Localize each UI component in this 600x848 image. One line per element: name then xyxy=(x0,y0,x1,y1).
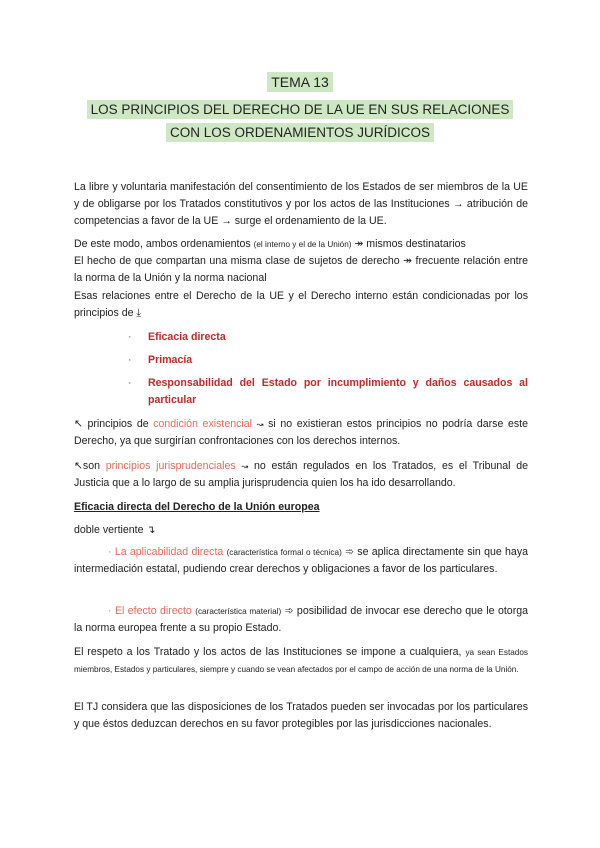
p2-start: De este modo, ambos ordenamientos xyxy=(74,238,251,250)
list-item xyxy=(128,329,528,346)
aplicabilidad-term: La aplicabilidad directa xyxy=(114,546,224,558)
arrow-pointer-icon: ↖ xyxy=(74,418,83,430)
principle-label: Primacía xyxy=(148,354,193,366)
aplicabilidad-note: (característica formal o técnica) xyxy=(226,548,342,557)
intro-paragraph-3: Esas relaciones entre el Derecho de la UE y el Derecho interno están condicionadas por los principios de ⤓ xyxy=(74,290,528,320)
topic-number xyxy=(0,74,600,90)
respeto-text: El respeto a los Tratado y los actos de las Instituciones se impone a cualquiera, xyxy=(74,646,462,658)
aplicabilidad-text: se aplica directamente sin que haya intermediación estatal, pudiendo crear derechos y obligaciones a favor de los particulares. xyxy=(74,546,529,576)
note-2-post: no están regulados en los Tratados, es el Tribunal de Justicia que a lo largo de su amplia jurisprudencia quien los ha ido desarrollando. xyxy=(74,460,528,490)
note-2-term: principios jurisprudenciales xyxy=(105,460,236,472)
note-1-post: si no existieran estos principios no podría darse este Derecho, ya que surgirían confrontaciones con los derechos internos. xyxy=(74,418,528,448)
section-heading: Eficacia directa del Derecho de la Unión europea xyxy=(74,501,320,513)
intro-paragraph-2 xyxy=(74,236,528,288)
note-2-arrow: ↝ xyxy=(241,462,249,471)
arrow-pointer-icon: ↖ xyxy=(74,460,83,472)
principle-label: Responsabilidad del Estado por incumplimiento y daños causados al particular xyxy=(148,377,528,406)
note-1-pre: principios de xyxy=(87,418,149,430)
p2-small-note: (el interno y el de la Unión) xyxy=(253,240,352,249)
tj-paragraph: El TJ considera que las disposiciones de los Tratados pueden ser invocadas por los particulares y que éstos deduzcan derechos en su favor protegibles por las jurisdicciones nacionales. xyxy=(74,701,528,731)
aplicabilidad-arrow: ➾ xyxy=(345,546,354,558)
efecto-text: posibilidad de invocar ese derecho que le otorga la norma europea frente a su propio Estado. xyxy=(74,605,529,635)
list-item xyxy=(128,352,528,369)
bullet-icon: · xyxy=(128,331,132,343)
bullet-icon: · xyxy=(128,354,132,366)
bullet-icon: · xyxy=(108,605,112,617)
intro-paragraph-1: La libre y voluntaria manifestación del consentimiento de los Estados de ser miembros de la UE y de obligarse por los Tratados constitutivos y por los actos de las Instituciones → atribución de competencias a favor de la UE → surge el ordenamiento de la UE. xyxy=(74,181,528,228)
vertiente-efecto xyxy=(74,603,528,637)
document-title xyxy=(0,98,600,144)
note-2-pre: son xyxy=(82,460,100,472)
respeto-small: ya sean Estados miembros, Estados y particulares, siempre y cuando se vean afectados por el campo de acción de una norma de la Unión. xyxy=(74,648,528,675)
title-line-2: CON LOS ORDENAMIENTOS JURÍDICOS xyxy=(166,123,434,142)
bullet-icon: · xyxy=(128,377,132,389)
efecto-note: (característica material) xyxy=(195,607,282,616)
title-line-1: LOS PRINCIPIOS DEL DERECHO DE LA UE EN SUS RELACIONES xyxy=(87,100,514,119)
bullet-icon: · xyxy=(108,546,112,558)
p2-end: mismos destinatarios xyxy=(366,238,466,250)
principle-label: Eficacia directa xyxy=(148,331,226,343)
note-1-term: condición existencial xyxy=(153,418,253,430)
vertiente-aplicabilidad xyxy=(74,544,528,578)
p2-second-sentence: El hecho de que compartan una misma clase de sujetos de derecho ↠ frecuente relación entre la norma de la Unión y la norma nacional xyxy=(74,255,528,285)
respeto-paragraph xyxy=(74,644,528,678)
efecto-term: El efecto directo xyxy=(114,605,192,617)
efecto-arrow: ➾ xyxy=(284,605,294,617)
p2-arrow: ↠ xyxy=(354,238,364,250)
principles-list xyxy=(128,329,528,415)
note-1-arrow: ↝ xyxy=(256,420,264,429)
note-jurisprudential xyxy=(74,458,528,492)
doble-vertiente: doble vertiente ↴ xyxy=(74,524,156,536)
list-item xyxy=(128,375,528,409)
topic-number-text: TEMA 13 xyxy=(267,72,333,92)
note-existential xyxy=(74,416,528,450)
